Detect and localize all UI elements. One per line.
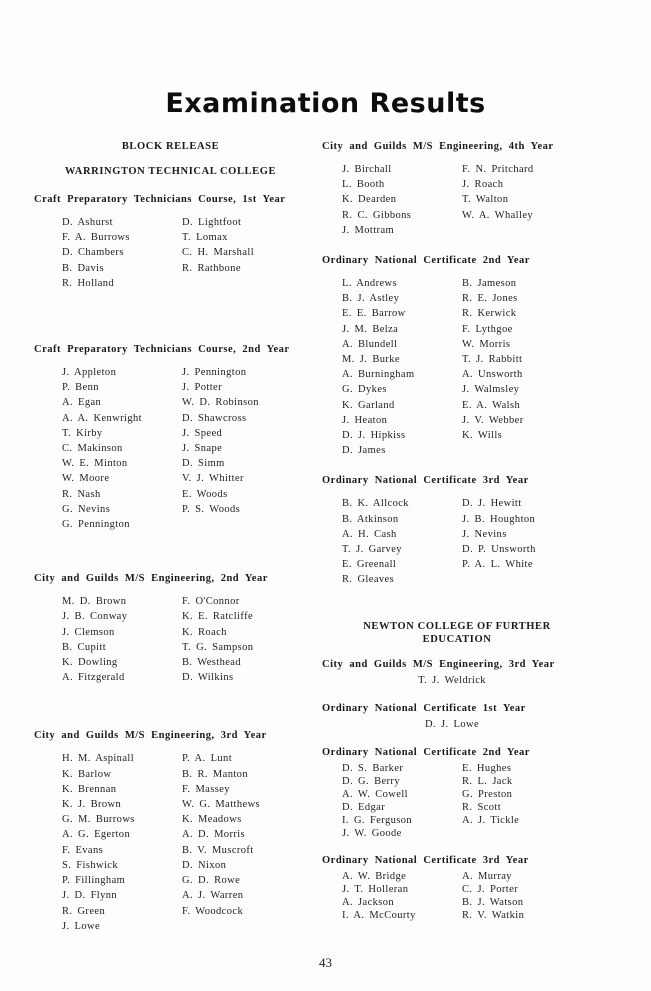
student-name: R. Scott xyxy=(462,801,502,813)
student-name: J. Heaton xyxy=(342,414,388,426)
student-name: S. Fishwick xyxy=(62,859,118,871)
student-name: R. Gleaves xyxy=(342,574,395,586)
student-name: D. J. Hewitt xyxy=(462,498,522,510)
student-name: J. Nevins xyxy=(462,528,507,540)
student-name: B. R. Manton xyxy=(182,768,248,780)
student-name: A. A. Kenwright xyxy=(62,412,142,424)
student-name: B. J. Astley xyxy=(342,293,400,305)
section-newton-onc-2nd-year xyxy=(322,746,582,840)
student-name: K. Garland xyxy=(342,399,395,411)
section-newton-onc-1st-year xyxy=(322,702,582,732)
student-name: G. Nevins xyxy=(62,503,111,515)
student-name: B. Atkinson xyxy=(342,513,399,525)
section-heading: Ordinary National Certificate 3rd Year xyxy=(322,475,529,487)
student-name: W. Morris xyxy=(462,338,511,350)
student-name: L. Booth xyxy=(342,179,385,191)
student-name: D. Shawcross xyxy=(182,412,247,424)
student-name: J. D. Flynn xyxy=(62,890,118,902)
student-name: R. L. Jack xyxy=(462,775,513,787)
student-name: D. James xyxy=(342,445,386,457)
section-cpt-2nd-year xyxy=(34,343,313,532)
name-list xyxy=(342,162,582,238)
student-name: T. J. Rabbitt xyxy=(462,354,523,366)
student-name: D. P. Unsworth xyxy=(462,544,536,556)
student-name: R. Holland xyxy=(62,277,115,289)
student-name: F. Lythgoe xyxy=(462,323,513,335)
student-name: F. Woodcock xyxy=(182,905,244,917)
student-name: W. G. Matthews xyxy=(182,799,261,811)
section-newton-cg-3rd-year xyxy=(322,658,582,688)
student-name: V. J. Whitter xyxy=(182,473,244,485)
student-name: J. B. Conway xyxy=(62,611,128,623)
student-name: A. Fitzgerald xyxy=(62,672,125,684)
student-name: K. Wills xyxy=(462,430,503,442)
student-name: R. C. Gibbons xyxy=(342,209,412,221)
student-name: W. Moore xyxy=(62,473,110,485)
student-name: D. Chambers xyxy=(62,247,124,259)
name-list xyxy=(342,496,582,587)
student-name: A. W. Cowell xyxy=(342,788,408,800)
student-name: D. Edgar xyxy=(342,801,386,813)
student-name: M. D. Brown xyxy=(62,596,127,608)
student-name: T. J. Garvey xyxy=(342,544,402,556)
student-name: P. Fillingham xyxy=(62,875,126,887)
student-name: J. Potter xyxy=(182,382,223,394)
student-name xyxy=(462,827,582,840)
student-name: D. G. Berry xyxy=(342,775,400,787)
student-name: R. Green xyxy=(62,905,106,917)
student-name: D. J. Hipkiss xyxy=(342,430,406,442)
student-name: M. J. Burke xyxy=(342,354,400,366)
student-name: D. Wilkins xyxy=(182,672,234,684)
name-list xyxy=(342,276,582,458)
student-name: B. Jameson xyxy=(462,278,517,290)
student-name: T. Kirby xyxy=(62,427,103,439)
student-name: F. Evans xyxy=(62,844,104,856)
name-list xyxy=(62,215,313,291)
student-name: J. B. Houghton xyxy=(462,513,536,525)
student-name: B. Cupitt xyxy=(62,641,107,653)
block-release-heading: BLOCK RELEASE xyxy=(121,141,220,152)
student-name: D. Lightfoot xyxy=(182,217,242,228)
section-heading: Craft Preparatory Technicians Course, 2nd Year xyxy=(34,344,290,356)
student-name: B. K. Allcock xyxy=(342,498,409,510)
name-list xyxy=(62,594,313,685)
student-name xyxy=(182,276,302,291)
student-name xyxy=(182,919,302,934)
student-name: K. Meadows xyxy=(182,814,242,826)
student-name: R. Rathbone xyxy=(182,262,241,274)
student-name: F. O'Connor xyxy=(182,596,240,608)
section-cpt-1st-year xyxy=(34,193,313,291)
page-title: Examination Results xyxy=(165,88,486,119)
student-name: J. Speed xyxy=(182,427,223,439)
student-name: E. A. Walsh xyxy=(462,399,521,411)
student-name: W. A. Whalley xyxy=(462,209,534,221)
page-number: 43 xyxy=(319,955,332,970)
student-name: A. J. Tickle xyxy=(462,814,520,826)
student-name: A. H. Cash xyxy=(342,528,397,540)
student-name: C. Makinson xyxy=(62,443,123,455)
student-name: W. D. Robinson xyxy=(182,397,259,409)
single-name: T. J. Weldrick xyxy=(418,674,486,686)
student-name: T. Walton xyxy=(462,194,509,206)
section-onc-2nd-year xyxy=(322,254,582,458)
student-name: D. Simm xyxy=(182,458,225,470)
name-list xyxy=(62,751,313,933)
student-name: T. G. Sampson xyxy=(182,641,254,653)
student-name: J. T. Holleran xyxy=(342,883,409,895)
student-name: G. Pennington xyxy=(62,519,130,531)
student-name: K. Roach xyxy=(182,626,227,638)
student-name xyxy=(182,517,302,532)
student-name: A. W. Bridge xyxy=(342,870,407,882)
section-heading: Ordinary National Certificate 2nd Year xyxy=(322,255,530,267)
section-cg-4th-year xyxy=(322,140,582,238)
student-name: A. Unsworth xyxy=(462,369,523,381)
student-name: A. J. Warren xyxy=(182,890,244,902)
student-name: J. Clemson xyxy=(62,626,115,638)
student-name xyxy=(462,223,582,238)
student-name: A. G. Egerton xyxy=(62,829,131,841)
student-name: G. Dykes xyxy=(342,384,387,396)
student-name: A. Egan xyxy=(62,397,102,409)
section-heading: Ordinary National Certificate 1st Year xyxy=(322,702,526,714)
name-list xyxy=(342,870,582,922)
student-name: D. Ashurst xyxy=(62,217,113,228)
student-name xyxy=(462,572,582,587)
student-name: I. A. McCourty xyxy=(342,909,416,921)
single-name: D. J. Lowe xyxy=(424,718,480,730)
student-name: G. M. Burrows xyxy=(62,814,135,826)
student-name: E. E. Barrow xyxy=(342,308,406,320)
student-name: R. Kerwick xyxy=(462,308,517,320)
student-name: B. Davis xyxy=(62,262,104,274)
student-name: I. G. Ferguson xyxy=(342,814,413,826)
student-name: E. Woods xyxy=(182,488,228,500)
student-name: J. Birchall xyxy=(342,164,392,175)
student-name: E. Greenall xyxy=(342,559,397,571)
section-onc-3rd-year xyxy=(322,474,582,587)
student-name: R. E. Jones xyxy=(462,293,518,305)
section-heading: City and Guilds M/S Engineering, 2nd Year xyxy=(34,573,268,585)
student-name: J. Mottram xyxy=(342,224,395,236)
student-name: E. Hughes xyxy=(462,762,512,774)
student-name: F. A. Burrows xyxy=(62,232,130,244)
student-name: K. Brennan xyxy=(62,783,117,795)
student-name: A. Jackson xyxy=(342,896,395,908)
student-name: A. D. Morris xyxy=(182,829,246,841)
name-list xyxy=(342,762,582,840)
student-name: G. Preston xyxy=(462,788,513,800)
newton-college-name xyxy=(332,620,582,646)
right-column xyxy=(322,140,582,922)
left-column xyxy=(34,140,313,934)
student-name: P. A. Lunt xyxy=(182,753,233,765)
student-name: C. H. Marshall xyxy=(182,247,255,259)
section-newton-onc-3rd-year xyxy=(322,854,582,922)
student-name: K. Dowling xyxy=(62,657,118,669)
section-heading: Ordinary National Certificate 3rd Year xyxy=(322,854,529,866)
section-heading: Craft Preparatory Technicians Course, 1st Year xyxy=(34,194,286,205)
student-name: K. J. Brown xyxy=(62,799,122,811)
name-list xyxy=(62,365,313,532)
student-name: H. M. Aspinall xyxy=(62,753,135,765)
section-heading: Ordinary National Certificate 2nd Year xyxy=(322,746,530,758)
student-name: J. M. Belza xyxy=(342,323,399,335)
student-name: J. Pennington xyxy=(182,367,247,379)
section-heading: City and Guilds M/S Engineering, 3rd Year xyxy=(34,730,267,742)
student-name: F. N. Pritchard xyxy=(462,164,534,175)
student-name: B. Westhead xyxy=(182,657,242,669)
student-name: A. Burningham xyxy=(342,369,415,381)
student-name: F. Massey xyxy=(182,783,230,795)
section-cg-3rd-year xyxy=(34,729,313,933)
student-name: J. W. Goode xyxy=(342,827,402,839)
student-name: J. Lowe xyxy=(62,920,101,932)
student-name: R. Nash xyxy=(62,488,101,500)
college-name: WARRINGTON TECHNICAL COLLEGE xyxy=(64,166,277,177)
student-name: P. A. L. White xyxy=(462,559,533,571)
student-name: K. E. Ratcliffe xyxy=(182,611,254,623)
student-name: J. Walmsley xyxy=(462,384,520,396)
student-name: D. S. Barker xyxy=(342,762,404,774)
student-name: J. Snape xyxy=(182,443,223,455)
student-name: R. V. Watkin xyxy=(462,909,525,921)
college-name-line1: NEWTON COLLEGE OF FURTHER xyxy=(363,620,551,632)
section-cg-2nd-year xyxy=(34,572,313,685)
student-name: L. Andrews xyxy=(342,278,397,290)
student-name: P. Benn xyxy=(62,382,99,394)
student-name: B. J. Watson xyxy=(462,896,524,908)
student-name: C. J. Porter xyxy=(462,883,519,895)
section-heading: City and Guilds M/S Engineering, 4th Year xyxy=(322,141,554,152)
student-name: D. Nixon xyxy=(182,859,227,871)
student-name: J. Appleton xyxy=(62,367,117,379)
student-name: J. Roach xyxy=(462,179,504,191)
student-name: G. D. Rowe xyxy=(182,875,241,887)
student-name: W. E. Minton xyxy=(62,458,128,470)
student-name: P. S. Woods xyxy=(182,503,241,515)
student-name: A. Blundell xyxy=(342,338,398,350)
student-name: K. Dearden xyxy=(342,194,397,206)
section-heading: City and Guilds M/S Engineering, 3rd Year xyxy=(322,658,555,670)
college-name-line2: EDUCATION xyxy=(422,633,492,645)
student-name: K. Barlow xyxy=(62,768,112,780)
student-name: B. V. Muscroft xyxy=(182,844,254,856)
student-name xyxy=(462,443,582,458)
student-name: A. Murray xyxy=(462,870,512,882)
student-name: T. Lomax xyxy=(182,232,228,244)
student-name: J. V. Webber xyxy=(462,414,524,426)
